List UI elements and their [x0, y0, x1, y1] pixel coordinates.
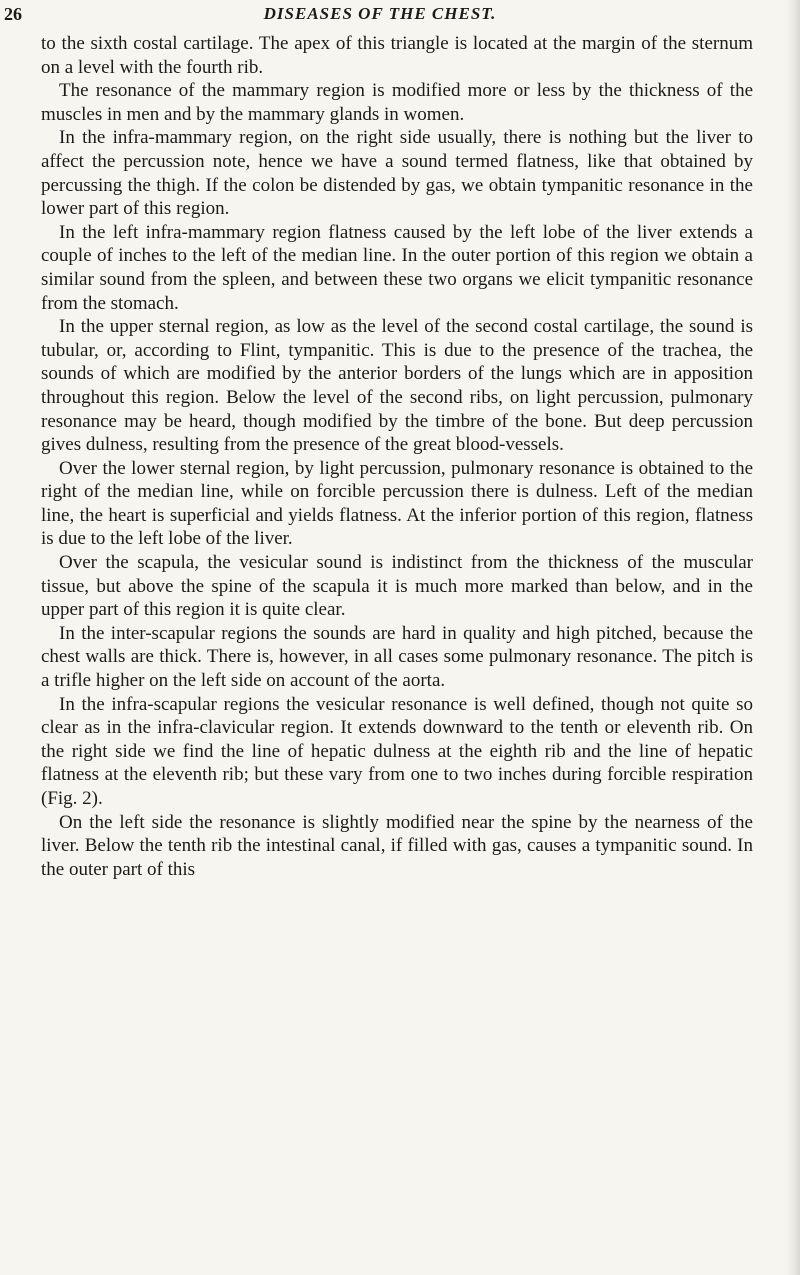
body-text — [41, 32, 753, 881]
page-edge — [786, 0, 800, 1275]
paragraph: In the inter-scapular regions the sounds are hard in quality and high pitched, because the chest walls are thick. There is, however, in all cases some pulmonary resonance. The pitch is a trifle higher on the left side on account of the aorta. — [41, 622, 753, 692]
paragraph: The resonance of the mammary region is modified more or less by the thickness of the muscles in men and by the mammary glands in women. — [41, 80, 753, 125]
paragraph: On the left side the resonance is slightly modified near the spine by the nearness of the liver. Below the tenth rib the intestinal canal, if filled with gas, causes a tympanitic sound. In the outer part of this — [41, 811, 753, 880]
running-head: DISEASES OF THE CHEST. — [263, 4, 497, 23]
paragraph: Over the scapula, the vesicular sound is indistinct from the thickness of the muscular tissue, but above the spine of the scapula it is much more marked than below, and in the upper part of this region it is quite clear. — [41, 552, 753, 621]
paragraph: In the left infra-mammary region flatness caused by the left lobe of the liver extends a couple of inches to the left of the median line. In the outer portion of this region we obtain a similar sound from the spleen, and between these two organs we elicit tympanitic resonance from the stomach. — [41, 221, 753, 314]
paragraph: Over the lower sternal region, by light percussion, pulmonary resonance is obtained to the right of the median line, while on forcible percussion there is dulness. Left of the median line, the heart is superficial and yields flatness. At the inferior portion of this region, flatness is due to the left lobe of the liver. — [41, 457, 753, 550]
paragraph: In the infra-mammary region, on the right side usually, there is nothing but the liver to affect the percussion note, hence we have a sound termed flatness, like that obtained by percussing the thigh. If the colon be distended by gas, we obtain tympanitic resonance in the lower part of this region. — [41, 127, 753, 220]
paragraph: In the infra-scapular regions the vesicular resonance is well defined, though not quite so clear as in the infra-clavicular region. It extends downward to the tenth or eleventh rib. On the right side we find the line of hepatic dulness at the eighth rib and the line of hepatic flatness at the eleventh rib; but these vary from one to two inches during forcible respiration (Fig. 2). — [41, 693, 753, 809]
page-number: 26 — [4, 4, 22, 24]
paragraph: to the sixth costal cartilage. The apex of this triangle is located at the margin of the sternum on a level with the fourth rib. — [41, 33, 753, 78]
page-header — [0, 4, 760, 26]
paragraph: In the upper sternal region, as low as the level of the second costal cartilage, the sound is tubular, or, according to Flint, tympanitic. This is due to the presence of the trachea, the sounds of which are modified by the anterior borders of the lungs which are in apposition throughout this region. Below the level of the second ribs, on light percussion, pulmonary resonance may be heard, though modified by the timbre of the bone. But deep percussion gives dulness, resulting from the presence of the great blood-vessels. — [41, 316, 753, 456]
